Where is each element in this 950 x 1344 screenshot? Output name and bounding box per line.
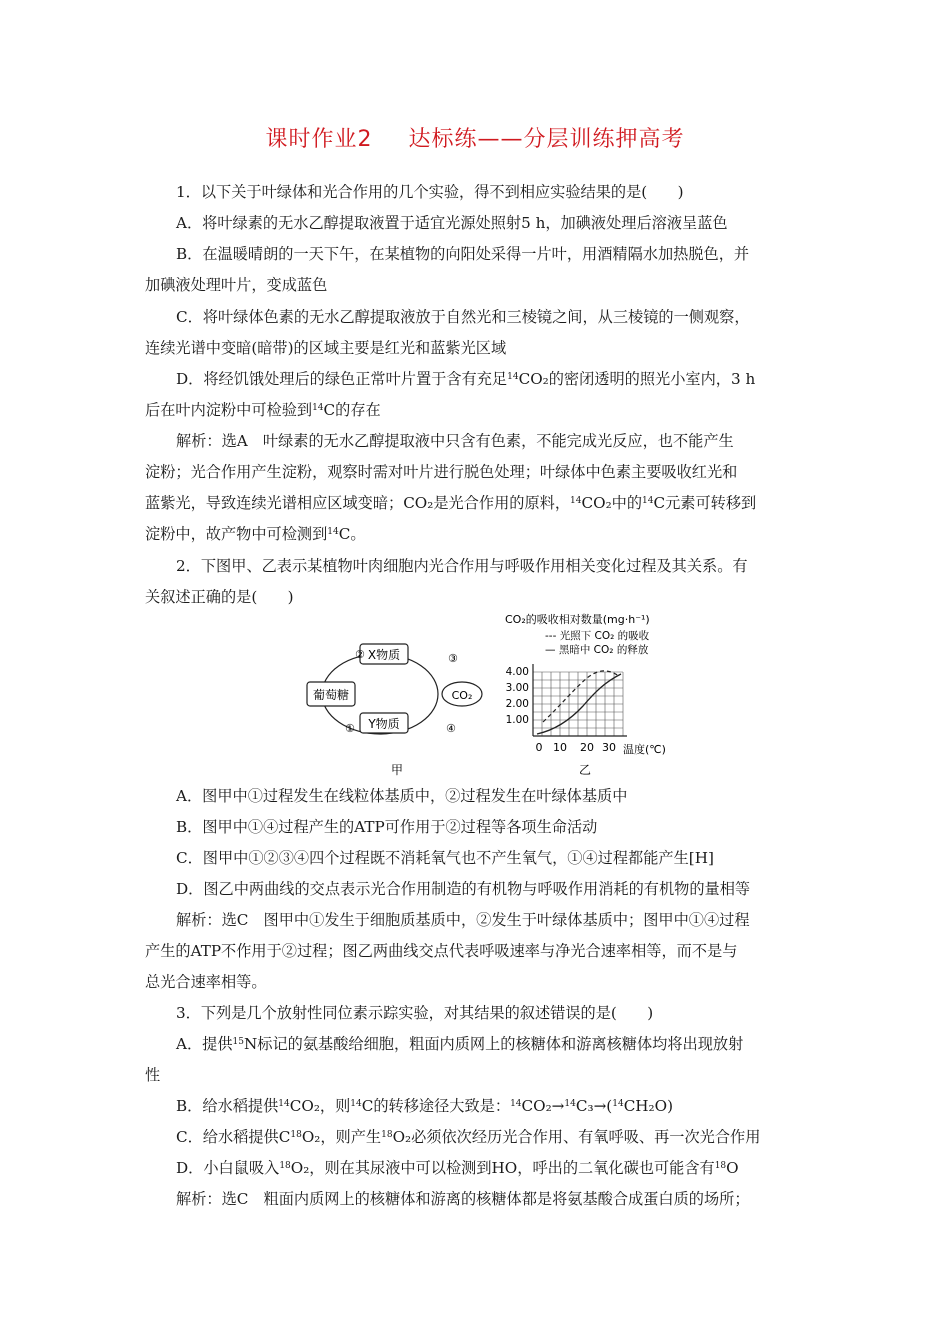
text: CO₂中的: [581, 494, 643, 512]
superscript: 14: [570, 496, 582, 506]
q1-option-c-line1: C．将叶绿体色素的无水乙醇提取液放于自然光和三棱镜之间，从三棱镜的一侧观察，: [176, 308, 750, 326]
step-3-label: ③: [448, 652, 458, 665]
step-1-label: ①: [345, 722, 355, 735]
text: CO₂→: [521, 1097, 565, 1115]
xtick: 10: [553, 741, 567, 754]
superscript: 14: [312, 403, 324, 413]
legend-dashed: --- 光照下 CO₂ 的吸收: [545, 630, 650, 642]
superscript: 14: [510, 1099, 522, 1109]
text: 蓝紫光，导致连续光谱相应区域变暗；CO₂是光合作用的原料，: [145, 494, 571, 512]
xtick: 0: [535, 741, 543, 754]
node-glucose-label: 葡萄糖: [312, 688, 350, 702]
node-co2-label: CO₂: [451, 689, 473, 702]
text: O₂，则在其尿液中可以检测到HO，呼出的二氧化碳也可能含有: [290, 1159, 715, 1177]
superscript: 14: [612, 1099, 624, 1109]
q2-answer-line2: 产生的ATP不作用于②过程；图乙两曲线交点代表呼吸速率与净光合速率相等，而不是与: [145, 942, 738, 960]
node-y-label: Y物质: [368, 717, 400, 731]
q2-answer-line1: 解析：选C 图甲中①发生于细胞质基质中，②发生于叶绿体基质中；图甲中①④过程: [176, 911, 750, 929]
text: C₃→(: [575, 1097, 613, 1115]
q3-option-a-line2: 性: [145, 1066, 161, 1084]
xtick: 20: [580, 741, 594, 754]
q2-option-d: D．图乙中两曲线的交点表示光合作用制造的有机物与呼吸作用消耗的有机物的量相等: [176, 880, 751, 898]
text: N标记的氨基酸给细胞，粗面内质网上的核糖体和游离核糖体均将出现放射: [243, 1035, 744, 1053]
q3-option-d: [176, 1158, 810, 1178]
text: C的转移途径大致是：: [361, 1097, 511, 1115]
ytick: 2.00: [505, 698, 529, 710]
ytick: 4.00: [505, 666, 529, 678]
superscript: 14: [564, 1099, 576, 1109]
text: C。: [338, 525, 366, 543]
superscript: 18: [290, 1130, 302, 1140]
q2-option-c: C．图甲中①②③④四个过程既不消耗氧气也不产生氧气，①④过程都能产生[H]: [176, 849, 714, 867]
chart-ylabel: CO₂的吸收相对数量(mg·h⁻¹): [505, 613, 650, 626]
text: CH₂O): [623, 1097, 674, 1115]
text: D．将经饥饿处理后的绿色正常叶片置于含有充足: [176, 370, 508, 388]
text: CO₂，则: [289, 1097, 351, 1115]
text: A．提供: [176, 1035, 233, 1053]
ytick: 3.00: [505, 682, 529, 694]
text: O: [726, 1159, 739, 1177]
text: C元素可转移到: [653, 494, 757, 512]
q3-stem: 3．下列是几个放射性同位素示踪实验，对其结果的叙述错误的是( ): [176, 1004, 654, 1022]
text: O₂必须依次经历光合作用、有氧呼吸、再一次光合作用: [392, 1128, 761, 1146]
q1-answer-line2: 淀粉；光合作用产生淀粉，观察时需对叶片进行脱色处理；叶绿体中色素主要吸收红光和: [145, 463, 738, 481]
node-x-label: X物质: [367, 648, 401, 662]
q2-stem-line2: 关叙述正确的是( ): [145, 588, 294, 606]
q2-figure: [305, 612, 685, 782]
superscript: 14: [327, 527, 339, 537]
q2-answer-line3: 总光合速率相等。: [145, 973, 267, 991]
figure-yi: [505, 612, 666, 777]
q3-answer-line1: 解析：选C 粗面内质网上的核糖体和游离的核糖体都是将氨基酸合成蛋白质的场所；: [176, 1190, 750, 1208]
superscript: 14: [350, 1099, 362, 1109]
superscript: 18: [279, 1161, 291, 1171]
ytick: 1.00: [505, 714, 529, 726]
q3-option-b: [176, 1096, 810, 1116]
q1-option-a: A．将叶绿素的无水乙醇提取液置于适宜光源处照射5 h，加碘液处理后溶液呈蓝色: [176, 214, 728, 232]
q1-answer-line4: [145, 524, 810, 544]
text: CO₂的密闭透明的照光小室内，3 h: [518, 370, 756, 388]
text: C的存在: [323, 401, 381, 419]
step-4-label: ④: [446, 722, 456, 735]
q1-answer-line3: [145, 493, 810, 513]
text: C．给水稻提供C: [176, 1128, 291, 1146]
superscript: 14: [278, 1099, 290, 1109]
chart-grid: [533, 672, 623, 736]
superscript: 18: [381, 1130, 393, 1140]
step-2-label: ②: [355, 648, 365, 661]
superscript: 15: [232, 1037, 244, 1047]
q1-stem: 1．以下关于叶绿体和光合作用的几个实验，得不到相应实验结果的是( ): [176, 183, 684, 201]
q1-option-d-line2: [145, 400, 810, 420]
figure-jia: [307, 644, 482, 777]
curve-light-absorption: [543, 671, 619, 722]
text: 后在叶内淀粉中可检验到: [145, 401, 313, 419]
page-title: [0, 122, 950, 153]
superscript: 14: [507, 372, 519, 382]
superscript: 14: [642, 496, 654, 506]
q3-option-a-line1: [176, 1034, 810, 1054]
q2-stem-line1: 2．下图甲、乙表示某植物叶肉细胞内光合作用与呼吸作用相关变化过程及其关系。有: [176, 557, 748, 575]
text: 淀粉中，故产物中可检测到: [145, 525, 328, 543]
figure-yi-caption: 乙: [578, 763, 592, 777]
legend-solid: — 黑暗中 CO₂ 的释放: [545, 644, 649, 656]
figure-jia-caption: 甲: [390, 763, 404, 777]
xtick: 30: [602, 741, 616, 754]
q1-option-b-line1: B．在温暖晴朗的一天下午，在某植物的向阳处采得一片叶，用酒精隔水加热脱色，并: [176, 245, 750, 263]
q1-answer-line1: 解析：选A 叶绿素的无水乙醇提取液中只含有色素，不能完成光反应，也不能产生: [176, 432, 734, 450]
superscript: 18: [714, 1161, 727, 1171]
title-part2: 达标练——分层训练押高考: [408, 127, 685, 152]
title-part1: 课时作业2: [265, 127, 373, 152]
q1-option-d-line1: [176, 369, 810, 389]
q2-option-a: A．图甲中①过程发生在线粒体基质中，②过程发生在叶绿体基质中: [176, 787, 628, 805]
text: B．给水稻提供: [176, 1097, 279, 1115]
q2-option-b: B．图甲中①④过程产生的ATP可作用于②过程等各项生命活动: [176, 818, 598, 836]
text: O₂，则产生: [301, 1128, 382, 1146]
chart-xlabel: 温度(℃): [623, 743, 666, 756]
q3-option-c: [176, 1127, 810, 1147]
text: D．小白鼠吸入: [176, 1159, 280, 1177]
q1-option-b-line2: 加碘液处理叶片，变成蓝色: [145, 276, 328, 294]
q1-option-c-line2: 连续光谱中变暗(暗带)的区域主要是红光和蓝紫光区域: [145, 339, 507, 357]
